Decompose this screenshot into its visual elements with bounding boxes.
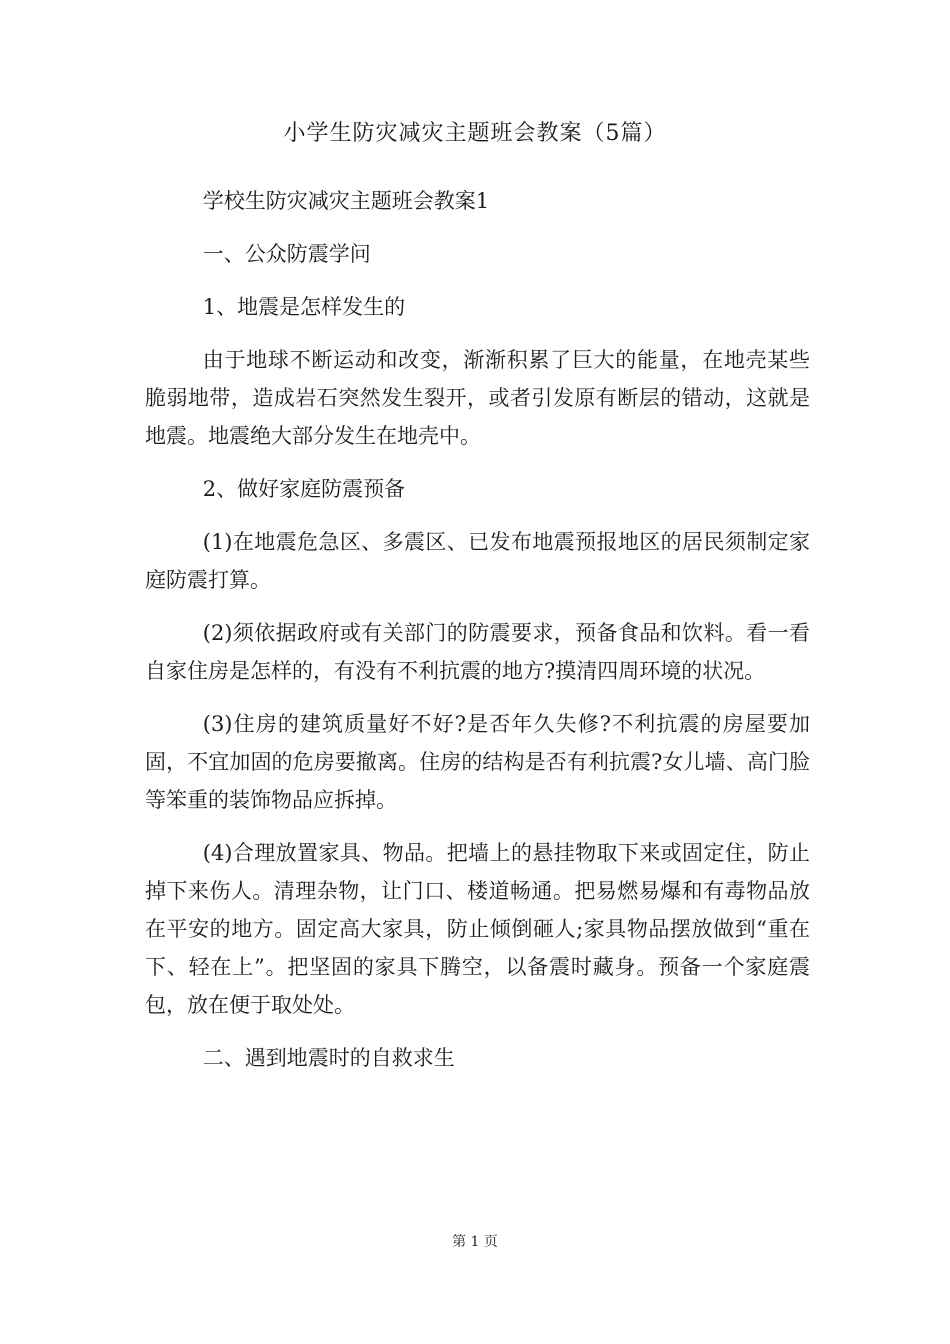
chapter-heading: 一、公众防震学问 [202, 242, 371, 266]
document-title: 小学生防灾减灾主题班会教案（5篇） [283, 121, 667, 146]
document-body [145, 182, 810, 1092]
body-paragraph: 由于地球不断运动和改变，渐渐积累了巨大的能量，在地壳某些脆弱地带，造成岩石突然发生裂开，或者引发原有断层的错动，这就是地震。地震绝大部分发生在地壳中。 [145, 348, 810, 448]
chapter-heading: 二、遇到地震时的自救求生 [202, 1046, 455, 1070]
page-number: 第 1 页 [452, 1234, 498, 1250]
list-paragraph: (1)在地震危急区、多震区、已发布地震预报地区的居民须制定家庭防震打算。 [145, 530, 810, 592]
list-paragraph: (2)须依据政府或有关部门的防震要求，预备食品和饮料。看一看自家住房是怎样的，有没有不利抗震的地方?摸清四周环境的状况。 [145, 621, 810, 683]
list-paragraph: (4)合理放置家具、物品。把墙上的悬挂物取下来或固定住，防止掉下来伤人。清理杂物，让门口、楼道畅通。把易燃易爆和有毒物品放在平安的地方。固定高大家具，防止倾倒砸人;家具物品摆放做到“重在下、轻在上”。把坚固的家具下腾空，以备震时藏身。预备一个家庭震包，放在便于取处处。 [145, 841, 810, 1017]
subsection-heading: 2、做好家庭防震预备 [202, 477, 406, 501]
list-paragraph: (3)住房的建筑质量好不好?是否年久失修?不利抗震的房屋要加固，不宜加固的危房要撤离。住房的结构是否有利抗震?女儿墙、高门脸等笨重的装饰物品应拆掉。 [145, 712, 810, 812]
subsection-heading: 1、地震是怎样发生的 [202, 295, 406, 319]
section-heading: 学校生防灾减灾主题班会教案1 [202, 189, 490, 213]
